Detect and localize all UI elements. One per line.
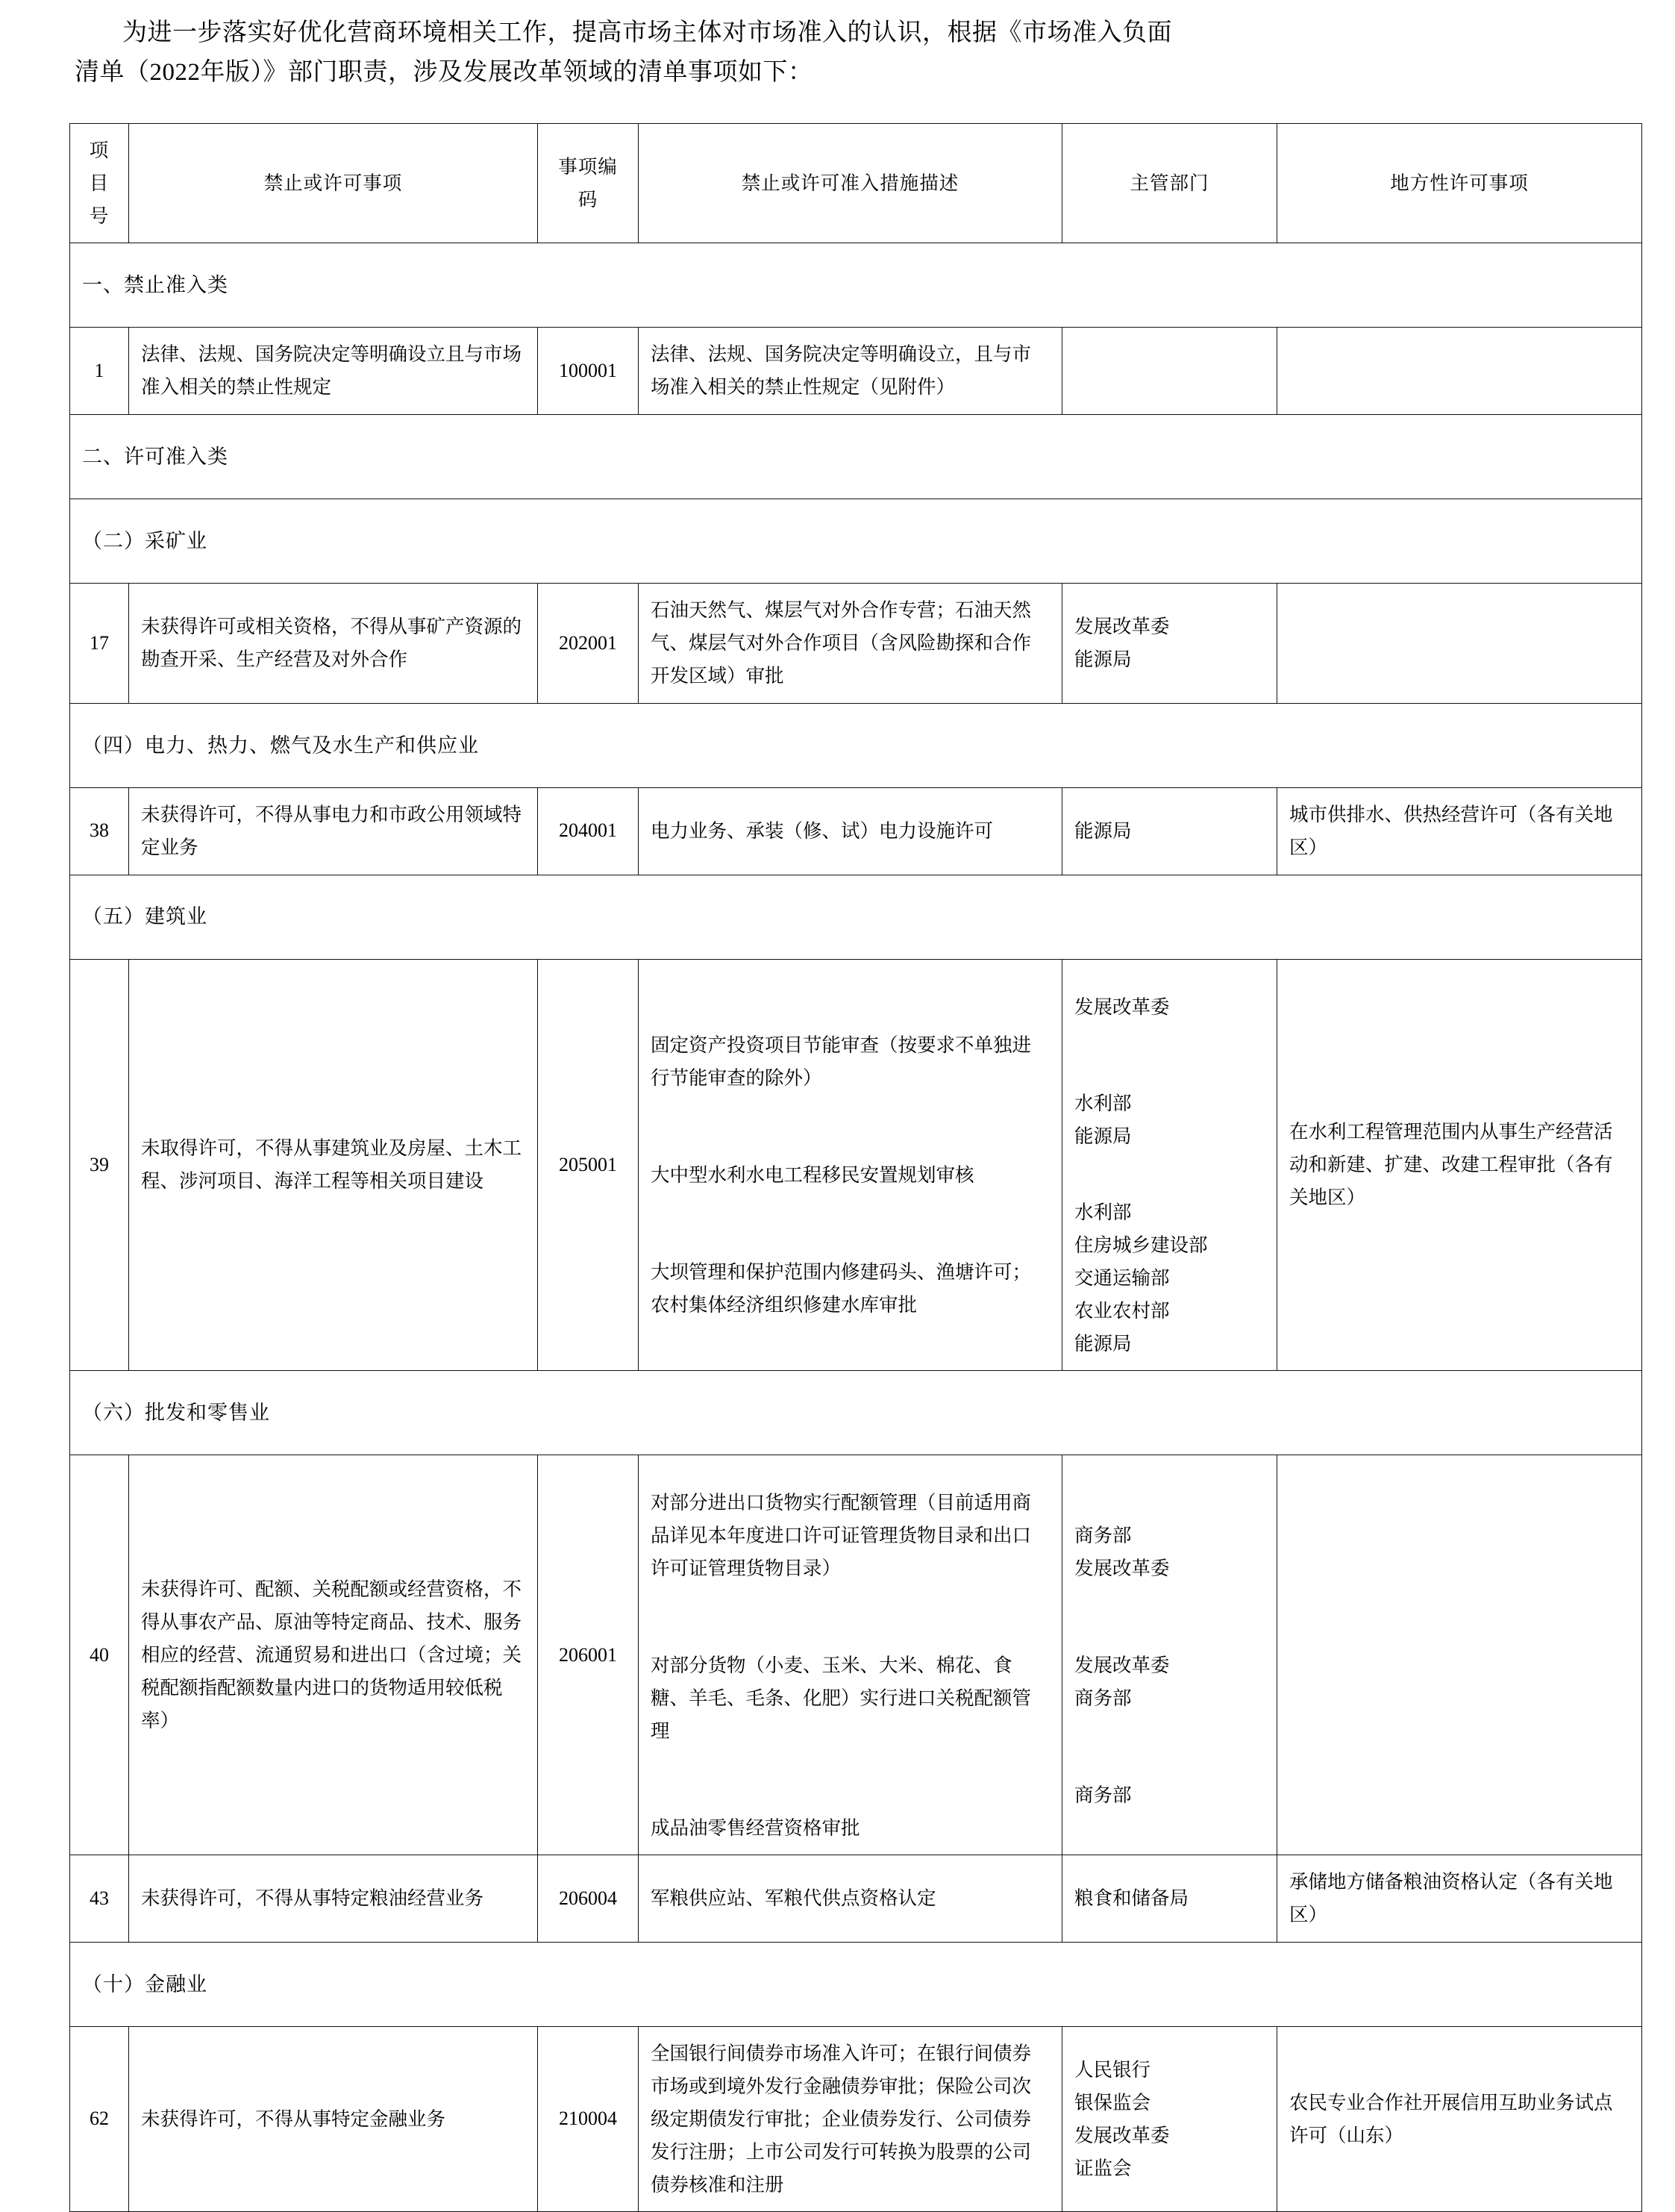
row-number-17: 17 [70,584,129,704]
desc-segment: 对部分货物（小麦、玉米、大米、棉花、食糖、羊毛、毛条、化肥）实行进口关税配额管理 [651,1654,1032,1742]
row-item-39: 未取得许可，不得从事建筑业及房屋、土木工程、涉河项目、海洋工程等相关项目建设 [129,959,538,1371]
dept-group [1074,1196,1265,1360]
row-dept-38: 能源局 [1062,787,1277,875]
dept-line: 住房城乡建设部 [1074,1234,1208,1256]
row-dept-62 [1062,2027,1277,2212]
desc-segment: 固定资产投资项目节能审查（按要求不单独进行节能审查的除外） [651,1034,1032,1090]
category-label-power: （四）电力、热力、燃气及水生产和供应业 [70,703,1642,787]
header-local-license-item: 地方性许可事项 [1277,123,1642,243]
header-item-number: 项目号 [70,123,129,243]
dept-line: 农业农村部 [1074,1299,1170,1322]
row-number-40: 40 [70,1455,129,1855]
row-number-39: 39 [70,959,129,1371]
row-number-1: 1 [70,328,129,415]
dept-line: 发展改革委 [1074,1654,1170,1676]
category-label-construction: （五）建筑业 [70,875,1642,959]
row-desc-43: 军粮供应站、军粮代供点资格认定 [639,1855,1062,1943]
row-code-40: 206001 [538,1455,639,1855]
row-dept-43: 粮食和储备局 [1062,1855,1277,1943]
dept-line: 发展改革委 [1074,996,1170,1018]
dept-group [1074,991,1265,1024]
row-item-43: 未获得许可，不得从事特定粮油经营业务 [129,1855,538,1943]
row-number-43: 43 [70,1855,129,1943]
table-row [70,787,1642,875]
desc-segment: 成品油零售经营资格审批 [651,1816,860,1839]
intro-paragraph [0,0,1675,93]
category-row-licensed [70,415,1642,499]
dept-line: 能源局 [1074,648,1132,670]
row-code-39: 205001 [538,959,639,1371]
category-label-licensed: 二、许可准入类 [70,415,1642,499]
row-number-62: 62 [70,2027,129,2212]
dept-group [1074,1519,1265,1585]
row-number-38: 38 [70,787,129,875]
table-row [70,2027,1642,2212]
table-row [70,584,1642,704]
category-row-forbidden [70,243,1642,328]
dept-line: 水利部 [1074,1202,1132,1224]
category-row-finance [70,1943,1642,2027]
table-row [70,1455,1642,1855]
category-label-mining: （二）采矿业 [70,499,1642,584]
dept-line: 商务部 [1074,1784,1132,1806]
row-desc-40 [639,1455,1062,1855]
row-item-40: 未获得许可、配额、关税配额或经营资格，不得从事农产品、原油等特定商品、技术、服务相应的经营、流通贸易和进出口（含过境；关税配额指配额数量内进口的货物适用较低税率） [129,1455,538,1855]
dept-line: 证监会 [1074,2157,1132,2179]
header-measure-description: 禁止或许可准入措施描述 [639,123,1062,243]
row-local-62: 农民专业合作社开展信用互助业务试点许可（山东） [1277,2027,1642,2212]
dept-line: 人民银行 [1074,2059,1151,2081]
row-desc-1: 法律、法规、国务院决定等明确设立，且与市场准入相关的禁止性规定（见附件） [639,328,1062,415]
category-row-construction [70,875,1642,959]
row-code-43: 206004 [538,1855,639,1943]
dept-line: 银保监会 [1074,2091,1151,2113]
dept-group [1074,1087,1265,1153]
row-desc-17: 石油天然气、煤层气对外合作专营；石油天然气、煤层气对外合作项目（含风险勘探和合作开发区域）审批 [639,584,1062,704]
row-local-43: 承储地方储备粮油资格认定（各有关地区） [1277,1855,1642,1943]
market-access-negative-list-table [69,123,1642,2212]
category-label-forbidden: 一、禁止准入类 [70,243,1642,328]
row-local-39: 在水利工程管理范围内从事生产经营活动和新建、扩建、改建工程审批（各有关地区） [1277,959,1642,1371]
dept-line: 水利部 [1074,1093,1132,1115]
desc-segment: 大中型水利水电工程移民安置规划审核 [651,1164,974,1186]
row-local-38: 城市供排水、供热经营许可（各有关地区） [1277,787,1642,875]
dept-line: 商务部 [1074,1687,1132,1709]
row-dept-39 [1062,959,1277,1371]
desc-segment: 对部分进出口货物实行配额管理（目前适用商品详见本年度进口许可证管理货物目录和出口许可证管理货物目录） [651,1492,1032,1580]
row-code-38: 204001 [538,787,639,875]
row-desc-39 [639,959,1062,1371]
row-code-17: 202001 [538,584,639,704]
row-dept-1 [1062,328,1277,415]
row-desc-62: 全国银行间债券市场准入许可；在银行间债券市场或到境外发行金融债券审批；保险公司次级定期债发行审批；企业债券发行、公司债券发行注册；上市公司发行可转换为股票的公司债券核准和注册 [639,2027,1062,2212]
intro-line-2: 清单（2022年版）》部门职责，涉及发展改革领域的清单事项如下： [75,59,813,87]
intro-line-1: 为进一步落实好优化营商环境相关工作，提高市场主体对市场准入的认识，根据《市场准入负面 [122,19,1172,46]
dept-line: 商务部 [1074,1525,1132,1547]
dept-line: 交通运输部 [1074,1266,1170,1289]
category-label-finance: （十）金融业 [70,1943,1642,2027]
header-item-code: 事项编码 [538,123,639,243]
row-item-1: 法律、法规、国务院决定等明确设立且与市场准入相关的禁止性规定 [129,328,538,415]
row-item-38: 未获得许可，不得从事电力和市政公用领域特定业务 [129,787,538,875]
row-item-62: 未获得许可，不得从事特定金融业务 [129,2027,538,2212]
dept-line: 能源局 [1074,1125,1132,1148]
dept-line: 发展改革委 [1074,616,1170,638]
header-prohibited-or-licensed-item: 禁止或许可事项 [129,123,538,243]
category-row-mining [70,499,1642,584]
row-desc-38: 电力业务、承装（修、试）电力设施许可 [639,787,1062,875]
row-local-40 [1277,1455,1642,1855]
dept-line: 能源局 [1074,1332,1132,1355]
row-dept-17 [1062,584,1277,704]
row-dept-40 [1062,1455,1277,1855]
desc-segment: 大坝管理和保护范围内修建码头、渔塘许可；农村集体经济组织修建水库审批 [651,1260,1032,1316]
dept-line: 发展改革委 [1074,1558,1170,1580]
category-row-power [70,703,1642,787]
row-local-17 [1277,584,1642,704]
row-code-1: 100001 [538,328,639,415]
dept-group [1074,1649,1265,1715]
header-competent-department: 主管部门 [1062,123,1277,243]
row-item-17: 未获得许可或相关资格，不得从事矿产资源的勘查开采、生产经营及对外合作 [129,584,538,704]
row-local-1 [1277,328,1642,415]
table-row [70,1855,1642,1943]
row-code-62: 210004 [538,2027,639,2212]
dept-group [1074,1779,1265,1812]
category-label-wholesale: （六）批发和零售业 [70,1371,1642,1455]
dept-line: 发展改革委 [1074,2124,1170,2146]
table-row [70,959,1642,1371]
category-row-wholesale [70,1371,1642,1455]
table-header-row [70,123,1642,243]
table-row [70,328,1642,415]
